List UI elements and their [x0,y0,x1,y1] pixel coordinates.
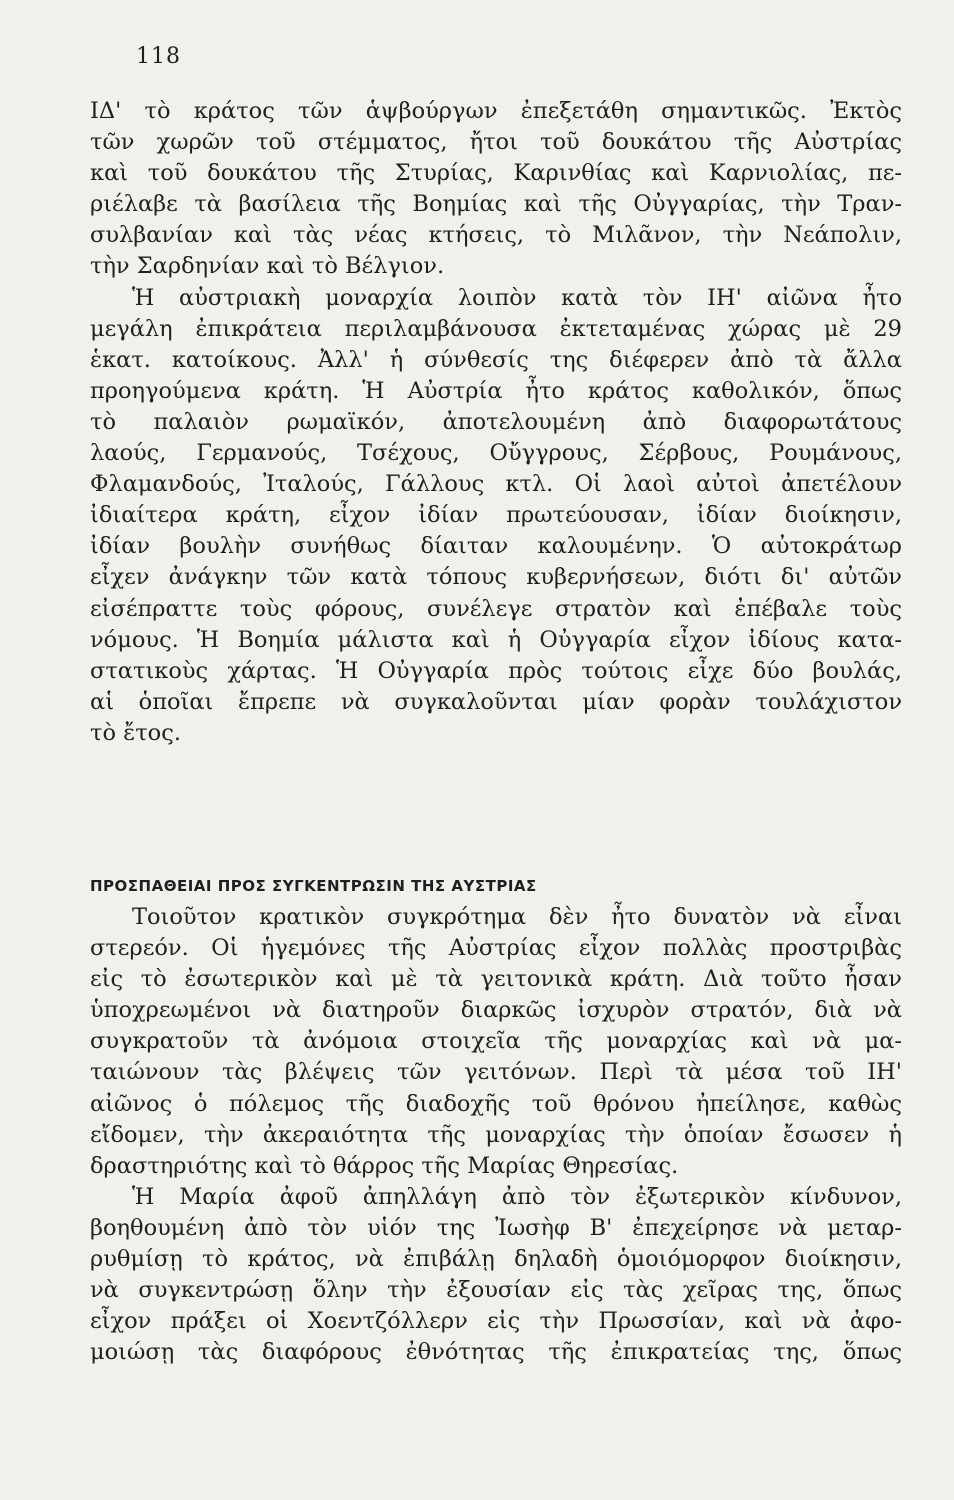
text-line: ὑποχρεωμένοι νὰ διατηροῦν διαρκῶς ἰσχυρὸν στρατόν, διὰ νὰ [90,997,902,1024]
text-line: ἰδίαν βουλὴν συνήθως δίαιταν καλουμένην. Ὁ αὐτοκράτωρ [90,533,902,560]
text-line: νὰ συγκεντρώσῃ ὅλην τὴν ἐξουσίαν εἰς τὰς χεῖρας της, ὅπως [90,1277,902,1304]
text-line: Ἡ Μαρία ἀφοῦ ἀπηλλάγη ἀπὸ τὸν ἐξωτερικὸν κίνδυνον, [132,1183,902,1210]
text-line: συγκρατοῦν τὰ ἀνόμοια στοιχεῖα τῆς μοναρχίας καὶ νὰ μα- [90,1028,902,1055]
text-line: τῶν χωρῶν τοῦ στέμματος, ἤτοι τοῦ δουκάτου τῆς Αὐστρίας [90,129,902,156]
text-line: τὸ παλαιὸν ρωμαϊκόν, ἀποτελουμένη ἀπὸ διαφορωτάτους [90,408,902,435]
text-line: Φλαμανδούς, Ἰταλούς, Γάλλους κτλ. Οἱ λαοὶ αὐτοὶ ἀπετέλουν [90,471,902,498]
text-line: βοηθουμένη ἀπὸ τὸν υἱόν της Ἰωσὴφ Β' ἐπεχείρησε νὰ μεταρ- [90,1214,902,1241]
page-number: 118 [136,44,181,69]
text-line: αἱ ὁποῖαι ἔπρεπε νὰ συγκαλοῦνται μίαν φορὰν τουλάχιστον [90,688,902,715]
text-line: εἰσέπραττε τοὺς φόρους, συνέλεγε στρατὸν καὶ ἐπέβαλε τοὺς [90,595,902,622]
text-line: Τοιοῦτον κρατικὸν συγκρότημα δὲν ἦτο δυνατὸν νὰ εἶναι [132,904,902,930]
text-line: συλβανίαν καὶ τὰς νέας κτήσεις, τὸ Μιλᾶνον, τὴν Νεάπολιν, [90,222,902,249]
text-line: ΙΔ' τὸ κράτος τῶν ἁψβούργων ἐπεξετάθη σημαντικῶς. Ἐκτὸς [90,98,902,124]
text-line: ἰδιαίτερα κράτη, εἶχον ἰδίαν πρωτεύουσαν, ἰδίαν διοίκησιν, [90,502,902,529]
text-line: στερεόν. Οἱ ἡγεμόνες τῆς Αὐστρίας εἶχον πολλὰς προστριβὰς [90,935,902,962]
section-heading: ΠΡΟΣΠΑΘΕΙΑΙ ΠΡΟΣ ΣΥΓΚΕΝΤΡΩΣΙΝ ΤΗΣ ΑΥΣΤΡΙΑΣ [90,877,537,895]
text-line: ρυθμίσῃ τὸ κράτος, νὰ ἐπιβάλῃ δηλαδὴ ὁμοιόμορφον διοίκησιν, [90,1246,902,1273]
text-line: μοιώσῃ τὰς διαφόρους ἐθνότητας τῆς ἐπικρατείας της, ὅπως [90,1339,902,1366]
text-line: προηγούμενα κράτη. Ἡ Αὐστρία ἦτο κράτος καθολικόν, ὅπως [90,377,902,404]
text-line: νόμους. Ἡ Βοημία μάλιστα καὶ ἡ Οὐγγαρία εἶχον ἰδίους κατα- [90,626,902,653]
text-line: Ἡ αὐστριακὴ μοναρχία λοιπὸν κατὰ τὸν ΙΗ' αἰῶνα ἦτο [132,284,902,311]
text-line: στατικοὺς χάρτας. Ἡ Οὐγγαρία πρὸς τούτοις εἶχε δύο βουλάς, [90,657,902,684]
text-line: ἑκατ. κατοίκους. Ἀλλ' ἡ σύνθεσίς της διέφερεν ἀπὸ τὰ ἄλλα [90,346,902,373]
text-line: ταιώνουν τὰς βλέψεις τῶν γειτόνων. Περὶ τὰ μέσα τοῦ ΙΗ' [90,1059,902,1086]
text-line: καὶ τοῦ δουκάτου τῆς Στυρίας, Καρινθίας καὶ Καρνιολίας, πε- [90,160,902,187]
text-line: εἴδομεν, τὴν ἀκεραιότητα τῆς μοναρχίας τὴν ὁποίαν ἔσωσεν ἡ [90,1121,902,1148]
text-line: εἰς τὸ ἐσωτερικὸν καὶ μὲ τὰ γειτονικὰ κράτη. Διὰ τοῦτο ἦσαν [90,966,902,993]
text-line: τὸ ἔτος. [90,719,181,746]
text-line: εἶχεν ἀνάγκην τῶν κατὰ τόπους κυβερνήσεων, διότι δι' αὐτῶν [90,564,902,591]
text-line: τὴν Σαρδηνίαν καὶ τὸ Βέλγιον. [90,253,445,280]
text-line: μεγάλη ἐπικράτεια περιλαμβάνουσα ἐκτεταμένας χώρας μὲ 29 [90,315,902,342]
text-line: δραστηριότης καὶ τὸ θάρρος τῆς Μαρίας Θηρεσίας. [90,1152,679,1179]
text-line: αἰῶνος ὁ πόλεμος τῆς διαδοχῆς τοῦ θρόνου ἠπείλησε, καθὼς [90,1090,902,1117]
text-line: εἶχον πράξει οἱ Χοεντζόλλερν εἰς τὴν Πρωσσίαν, καὶ νὰ ἀφο- [90,1308,902,1335]
section-one-text [90,96,902,749]
text-line: λαούς, Γερμανούς, Τσέχους, Οὔγγρους, Σέρβους, Ρουμάνους, [90,440,902,467]
section-two-text [90,902,902,1368]
text-line: ριέλαβε τὰ βασίλεια τῆς Βοημίας καὶ τῆς Οὐγγαρίας, τὴν Τραν- [90,191,902,218]
